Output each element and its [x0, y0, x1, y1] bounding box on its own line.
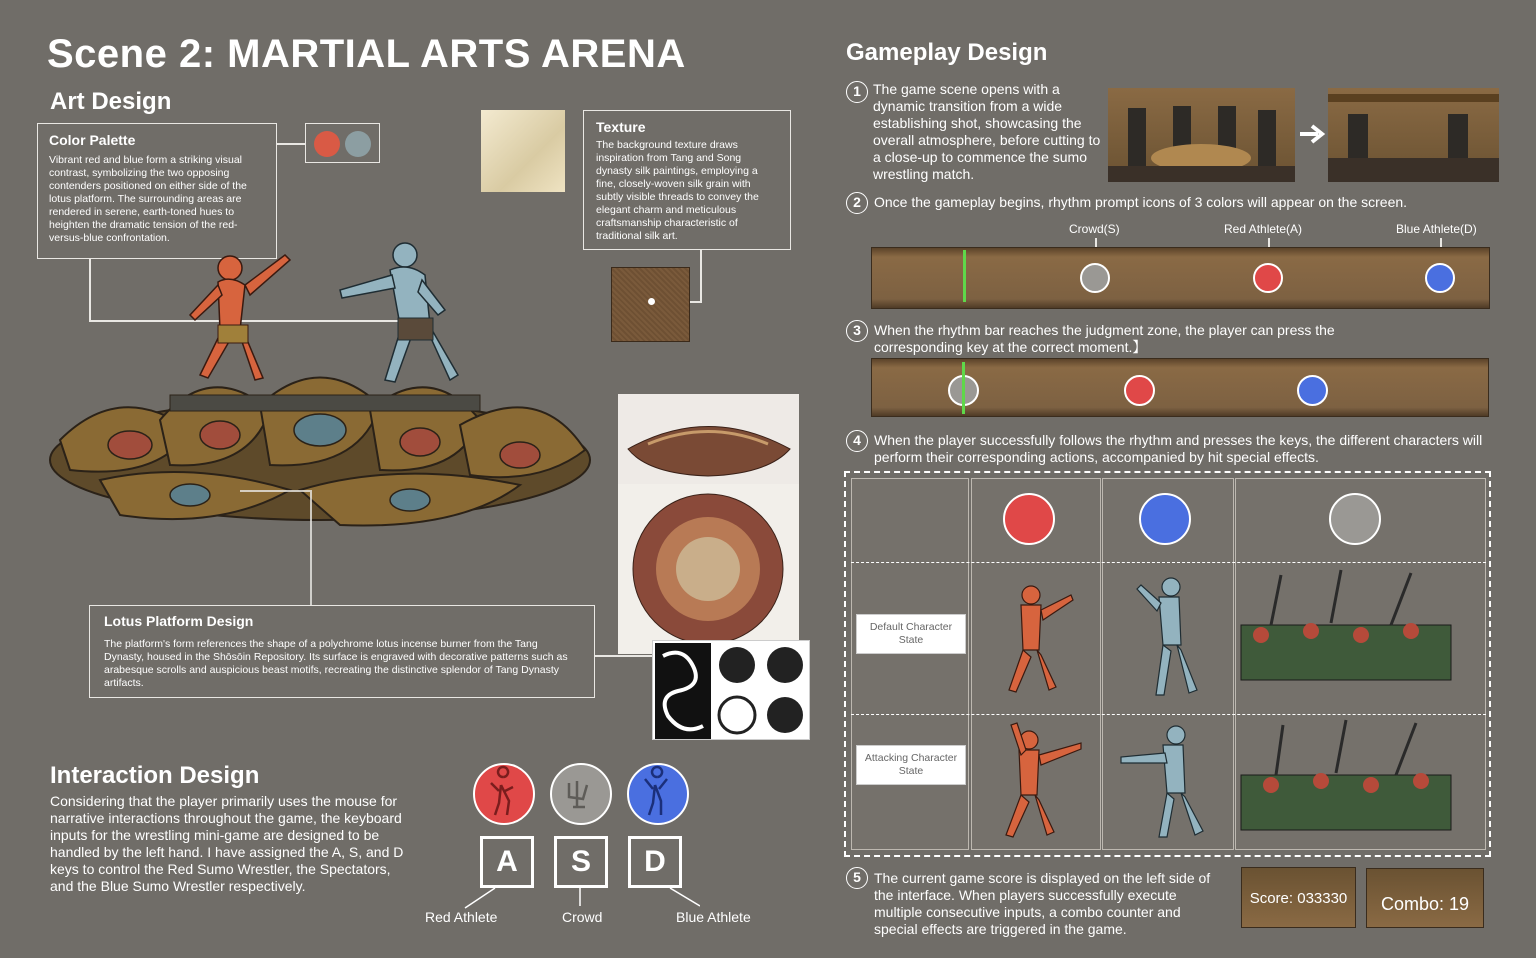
- close-up-screenshot: [1328, 88, 1499, 182]
- table-red-icon: [1003, 493, 1055, 545]
- score-display: Score: 033330: [1241, 867, 1356, 928]
- lotus-title: Lotus Platform Design: [104, 613, 254, 629]
- step-2-number: 2: [846, 192, 868, 214]
- key-a: A: [480, 836, 534, 888]
- step-5-number: 5: [846, 867, 868, 889]
- interaction-text: Considering that the player primarily uses the mouse for narrative interactions throughout the game, the keyboard inputs for the wrestling mini-game are designed to be handled by the left hand. I have assigned the A, S, and D keys to control the Red Sumo Wrestler, the Spectators, and the Blue Sumo Wrestler respectively.: [50, 793, 404, 894]
- silk-texture-sample: [481, 110, 565, 192]
- color-palette-text: Vibrant red and blue form a striking visual contrast, symbolizing the two opposing contenders positioned on either side of the lotus platform. The surrounding areas are rendered in serene, earth-toned hues to heighten the dramatic tension of the red-versus-blue confrontation.: [49, 154, 247, 244]
- combo-display: Combo: 19: [1366, 868, 1484, 928]
- gameplay-heading: Gameplay Design: [846, 39, 1048, 66]
- step-3-number: 3: [846, 320, 868, 342]
- blue-swatch: [345, 131, 371, 157]
- incense-burner-top-photo: [618, 484, 799, 654]
- texture-box: [583, 110, 791, 250]
- key-d: D: [628, 836, 682, 888]
- character-state-table: [844, 471, 1491, 857]
- blue-prompt-icon-2: [1297, 375, 1328, 406]
- step-3-text: When the rhythm bar reaches the judgment zone, the player can press the corresponding key at the correct moment.】: [874, 322, 1335, 355]
- art-design-heading: Art Design: [50, 88, 172, 115]
- blue-prompt-icon: [1425, 263, 1455, 293]
- judgment-line-2: [962, 362, 965, 414]
- table-crowd-icon: [1329, 493, 1381, 545]
- page-title: Scene 2: MARTIAL ARTS ARENA: [47, 32, 686, 76]
- decorative-patterns: [652, 640, 810, 740]
- arrow-right-icon: [1298, 122, 1326, 146]
- step-4-number: 4: [846, 430, 868, 452]
- red-prompt-icon-2: [1124, 375, 1155, 406]
- step-1-text: The game scene opens with a dynamic transition from a wide establishing shot, showcasing the overall atmosphere, before cutting to a close-up to commence the sumo wrestling match.: [873, 81, 1101, 182]
- step-5-text: The current game score is displayed on the left side of the interface. When players successfully execute multiple consecutive inputs, a combo counter and special effects are triggered in the game.: [874, 870, 1211, 937]
- interaction-heading: Interaction Design: [50, 762, 260, 789]
- key-s: S: [554, 836, 608, 888]
- label-blue-athlete: Blue Athlete: [676, 909, 751, 925]
- label-crowd: Crowd: [562, 909, 603, 925]
- bar-label-crowd: Crowd(S): [1069, 222, 1120, 236]
- lotus-box: [89, 605, 595, 698]
- incense-burner-side-photo: [618, 394, 799, 484]
- red-swatch: [314, 131, 340, 157]
- texture-text: The background texture draws inspiration from Tang and Song dynasty silk paintings, employing a fine, closely-woven silk grain with subtly visible threads to convey the elegant charm and meticulous craftsmanship characteristic of traditional silk art.: [596, 139, 759, 242]
- judgment-line-1: [963, 250, 966, 302]
- default-state-label: Default Character State: [856, 614, 966, 654]
- lotus-text: The platform's form references the shape of a polychrome lotus incense burner from the Tang Dynasty, housed in the Shōsōin Repository. Its surface is engraved with decorative patterns such as arabesque scrolls and auspicious beast motifs, recreating the distinctive splendor of Tang Dynasty artifacts.: [104, 638, 568, 689]
- attacking-state-label: Attacking Character State: [856, 745, 966, 785]
- arena-illustration: [40, 230, 620, 550]
- crowd-prompt-icon: [1080, 263, 1110, 293]
- texture-title: Texture: [596, 119, 646, 135]
- step-1-number: 1: [846, 81, 868, 103]
- step-2-text: Once the gameplay begins, rhythm prompt icons of 3 colors will appear on the screen.: [874, 194, 1408, 210]
- bar-label-blue: Blue Athlete(D): [1396, 222, 1477, 236]
- color-palette-title: Color Palette: [49, 132, 136, 148]
- red-prompt-icon: [1253, 263, 1283, 293]
- palette-swatches: [305, 123, 380, 163]
- label-red-athlete: Red Athlete: [425, 909, 498, 925]
- table-blue-icon: [1139, 493, 1191, 545]
- bar-label-red: Red Athlete(A): [1224, 222, 1303, 236]
- wide-shot-screenshot: [1108, 88, 1295, 182]
- step-4-text: When the player successfully follows the rhythm and presses the keys, the different characters will perform their corresponding actions, accompanied by hit special effects.: [874, 432, 1483, 465]
- character-state-illustrations: [971, 565, 1486, 847]
